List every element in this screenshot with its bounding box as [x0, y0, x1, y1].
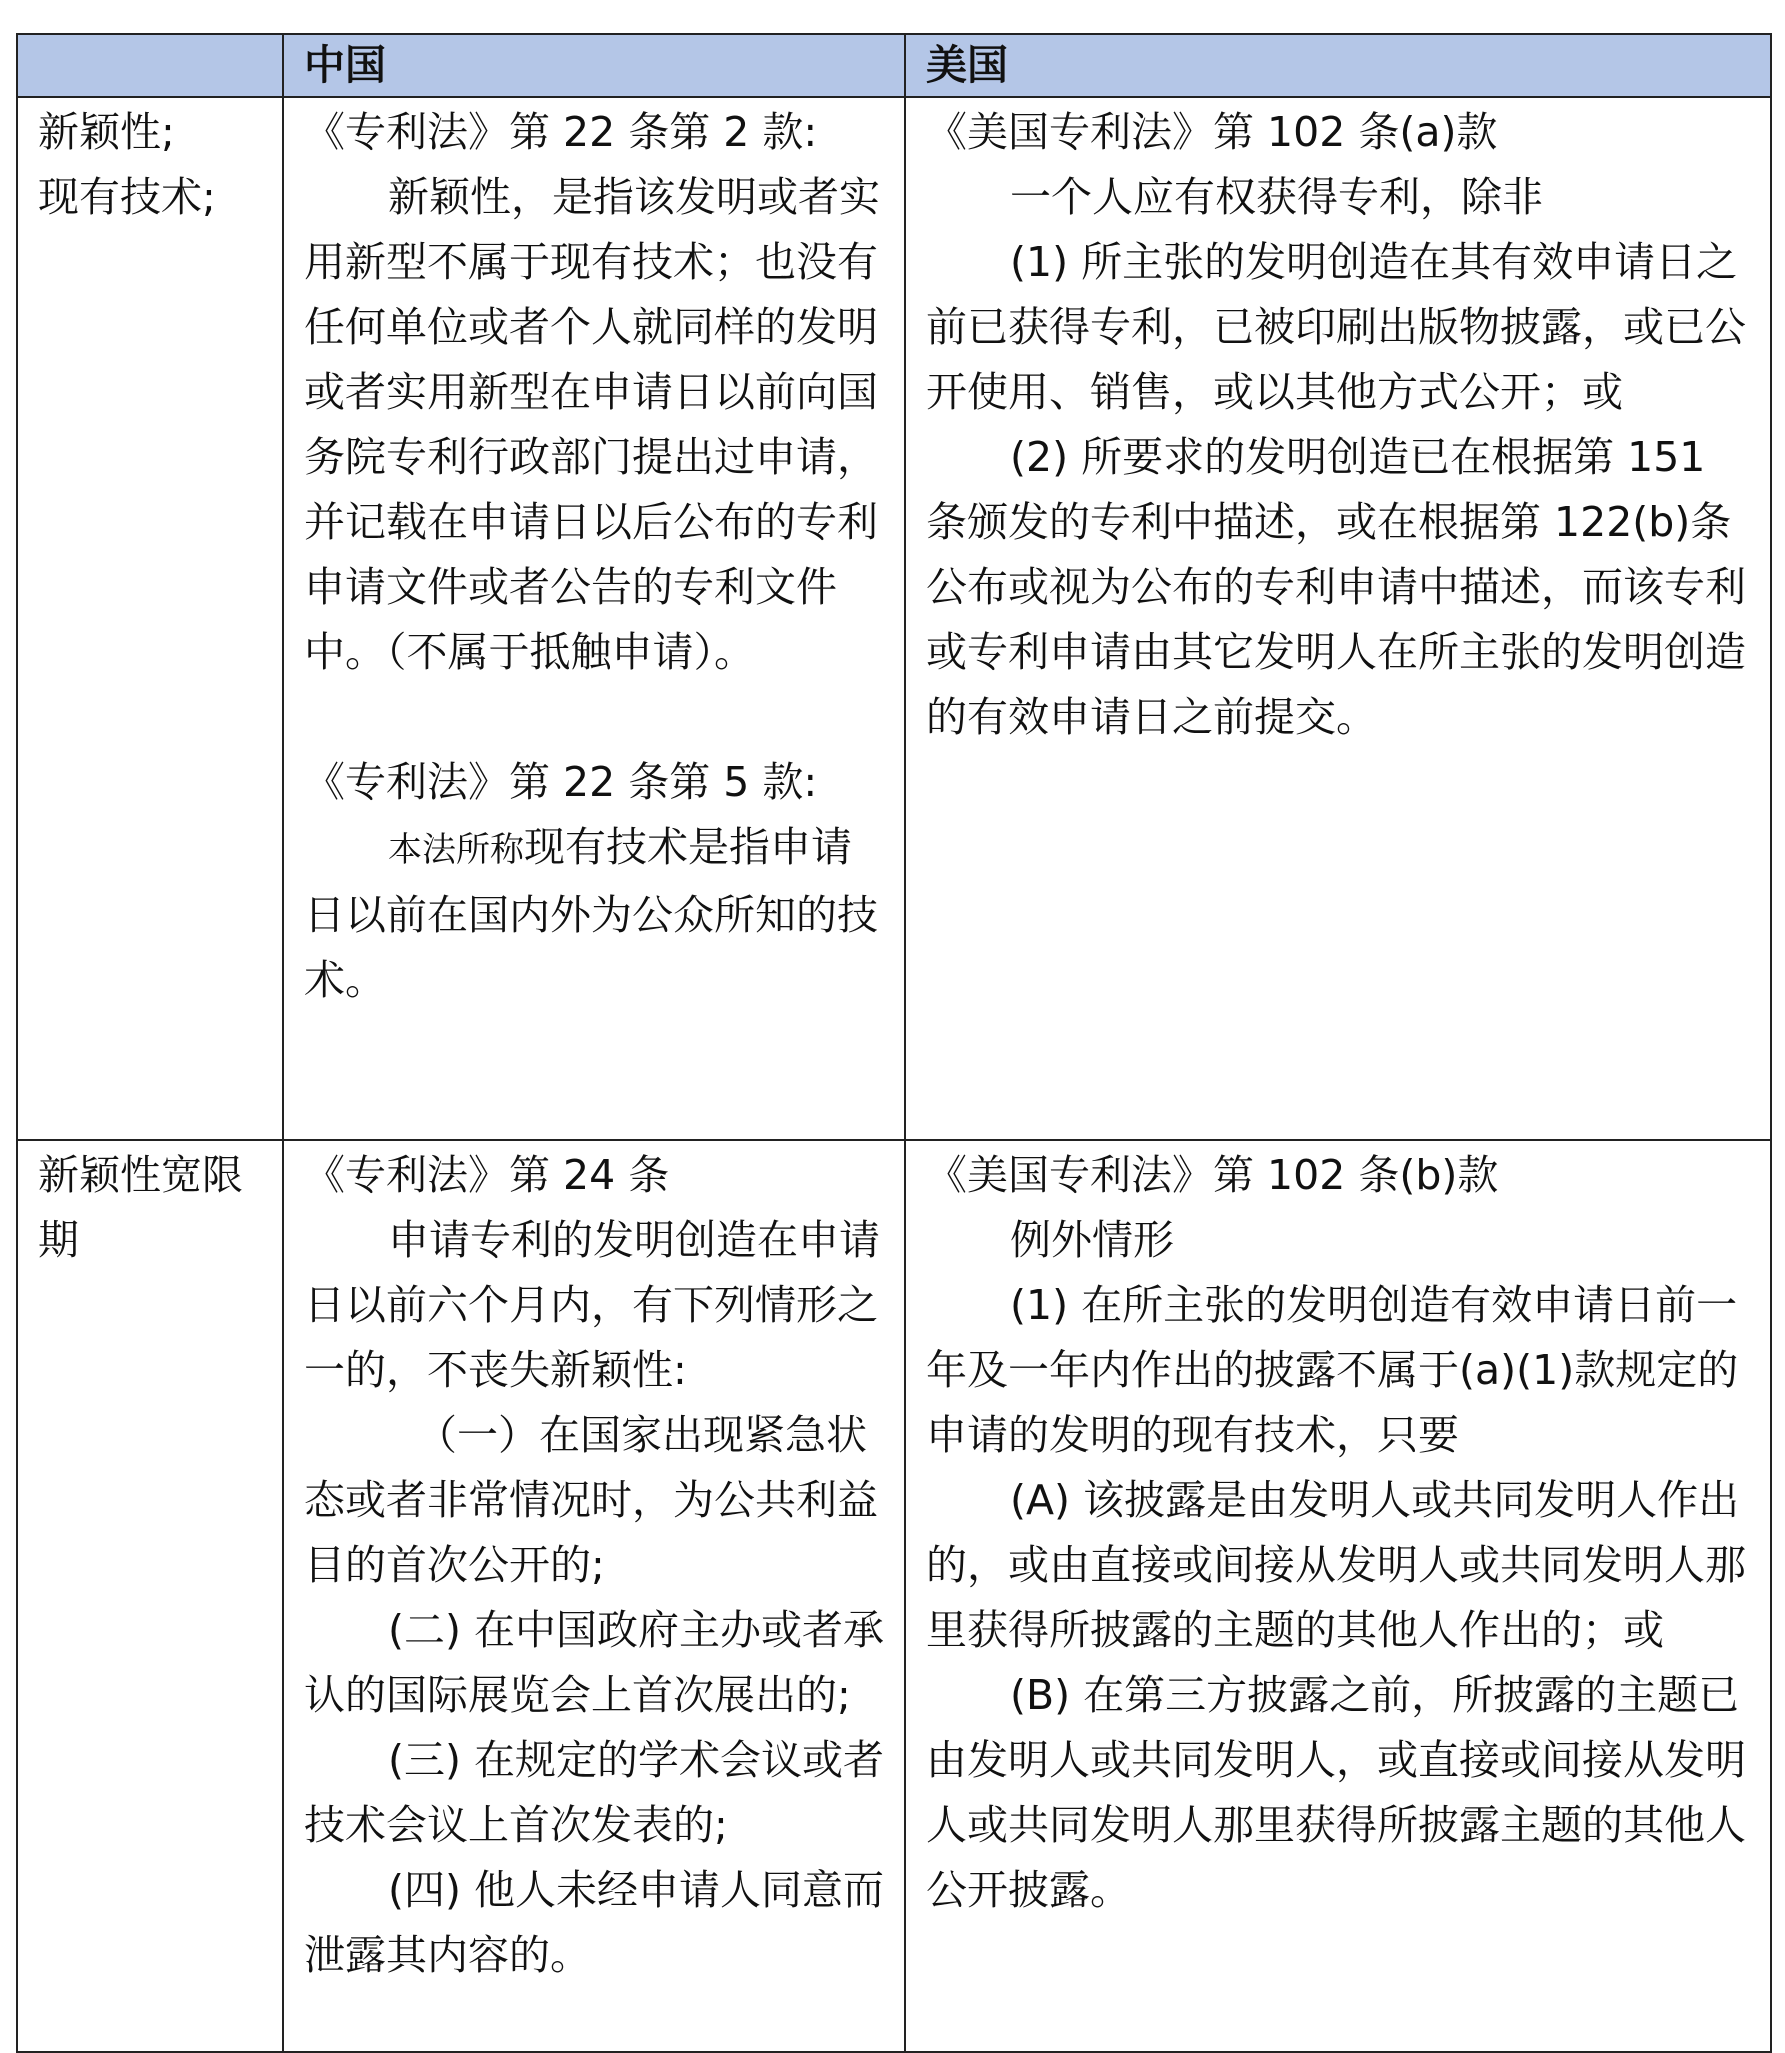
topic-line: 新颖性宽限期: [38, 1151, 243, 1264]
china-article-text: [304, 815, 892, 1013]
table-row: [17, 97, 1771, 1140]
usa-article-title: 《美国专利法》第 102 条(b)款: [926, 1151, 1499, 1199]
usa-cell: [905, 1140, 1771, 2052]
china-article-item: （一）在国家出现紧急状态或者非常情况时，为公共利益目的首次公开的;: [304, 1411, 878, 1589]
china-article-title: 《专利法》第 22 条第 2 款:: [304, 108, 818, 156]
china-article-title: 《专利法》第 24 条: [304, 1151, 670, 1199]
china-article-item: (四) 他人未经申请人同意而泄露其内容的。: [304, 1866, 885, 1979]
paragraph-gap: [304, 685, 892, 750]
topic-line: 新颖性;: [38, 108, 175, 156]
china-article-title: 《专利法》第 22 条第 5 款:: [304, 758, 818, 806]
usa-article-lead: 例外情形: [1010, 1216, 1174, 1264]
table-row: [17, 1140, 1771, 2052]
topic-cell: [17, 1140, 283, 2052]
china-article-item: (三) 在规定的学术会议或者技术会议上首次发表的;: [304, 1736, 885, 1849]
usa-article-item: (1) 所主张的发明创造在其有效申请日之前已获得专利，已被印刷出版物披露，或已公开使用、销售，或以其他方式公开；或: [926, 238, 1746, 416]
usa-article-item: (2) 所要求的发明创造已在根据第 151 条颁发的专利中描述，或在根据第 122(b)条公布或视为公布的专利申请中描述，而该专利或专利申请由其它发明人在所主张的发明创造的有效申请日之前提交。: [926, 433, 1746, 741]
china-article-item: (二) 在中国政府主办或者承认的国际展览会上首次展出的;: [304, 1606, 885, 1719]
header-topic: [17, 34, 283, 97]
usa-cell: [905, 97, 1771, 1140]
china-article-prefix: 本法所称: [388, 830, 524, 870]
topic-line: 现有技术;: [38, 173, 216, 221]
usa-article-lead: 一个人应有权获得专利，除非: [1010, 173, 1543, 221]
china-article-rest: 现有技术是指申请日以前在国内外为公众所知的技术。: [304, 823, 878, 1004]
header-china: 中国: [283, 34, 905, 97]
usa-article-item: (A) 该披露是由发明人或共同发明人作出的，或由直接或间接从发明人或共同发明人那里获得所披露的主题的其他人作出的；或: [926, 1476, 1746, 1654]
topic-cell: [17, 97, 283, 1140]
china-article-text: 新颖性，是指该发明或者实用新型不属于现有技术；也没有任何单位或者个人就同样的发明或者实用新型在申请日以前向国务院专利行政部门提出过申请，并记载在申请日以后公布的专利申请文件或者公告的专利文件中。（不属于抵触申请）。: [304, 173, 880, 676]
usa-article-title: 《美国专利法》第 102 条(a)款: [926, 108, 1498, 156]
china-cell: [283, 97, 905, 1140]
usa-article-item: (B) 在第三方披露之前，所披露的主题已由发明人或共同发明人，或直接或间接从发明人或共同发明人那里获得所披露主题的其他人公开披露。: [926, 1671, 1746, 1914]
usa-article-item: (1) 在所主张的发明创造有效申请日前一年及一年内作出的披露不属于(a)(1)款规定的申请的发明的现有技术，只要: [926, 1281, 1739, 1459]
header-usa: 美国: [905, 34, 1771, 97]
comparison-table: [16, 33, 1772, 2053]
china-cell: [283, 1140, 905, 2052]
china-article-lead: 申请专利的发明创造在申请日以前六个月内，有下列情形之一的，不丧失新颖性:: [304, 1216, 880, 1394]
header-row: [17, 34, 1771, 97]
